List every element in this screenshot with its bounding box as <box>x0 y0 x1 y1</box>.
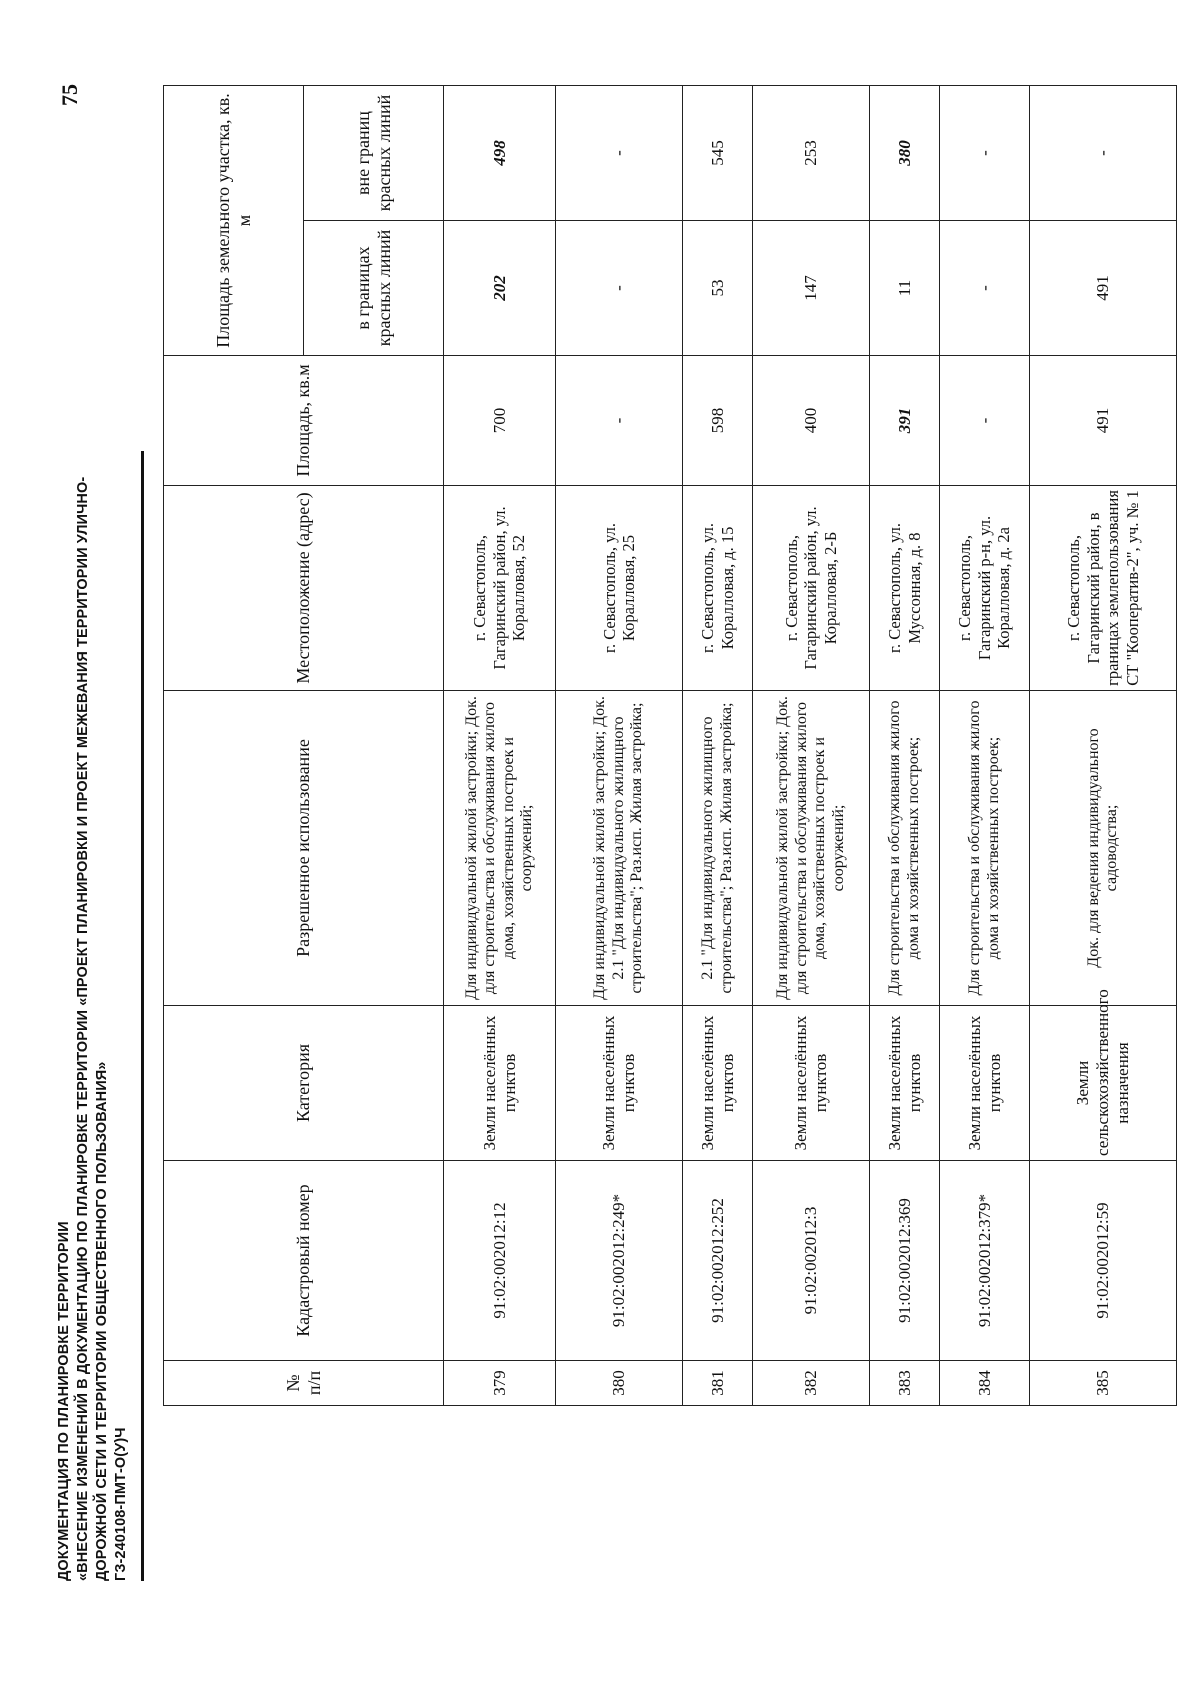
cell-category: Земли населённых пунктов <box>444 1006 556 1161</box>
cell-use: 2.1 "Для индивидуального жилищного строительства"; Раз.исп. Жилая застройка; <box>683 691 753 1006</box>
cell-outside: - <box>556 86 683 221</box>
col-header-category: Категория <box>164 1006 444 1161</box>
cell-area: 491 <box>1030 356 1177 486</box>
document-header <box>55 81 131 1581</box>
cell-cadastral: 91:02:002012:369 <box>870 1161 940 1361</box>
header-line-4: ГЗ-240108-ПМТ-О(У)Ч <box>113 1427 129 1581</box>
cell-area: 400 <box>753 356 870 486</box>
cell-use: Для индивидуальной жилой застройки; Док. для строительства и обслуживания жилого дома, хозяйственных построек и сооружений; <box>444 691 556 1006</box>
cell-cadastral: 91:02:002012:3 <box>753 1161 870 1361</box>
col-header-cadastral: Кадастровый номер <box>164 1161 444 1361</box>
cell-use: Для индивидуальной жилой застройки; Док. для строительства и обслуживания жилого дома, хозяйственных построек и сооружений; <box>753 691 870 1006</box>
cell-address: г. Севастополь, ул. Муссонная, д. 8 <box>870 486 940 691</box>
col-header-plot-area: Площадь земельного участка, кв. м <box>164 86 304 356</box>
header-rule <box>141 451 144 1581</box>
table-row <box>870 86 940 1406</box>
col-header-outside: вне границ красных линий <box>304 86 444 221</box>
cell-category: Земли населённых пунктов <box>753 1006 870 1161</box>
cell-inside: 147 <box>753 221 870 356</box>
cell-num: 383 <box>870 1361 940 1406</box>
col-header-num: № п/п <box>164 1361 444 1406</box>
cell-area: 700 <box>444 356 556 486</box>
cell-address: г. Севастополь, Гагаринский район, в границах землепользования СТ "Кооператив-2", уч. № 1 <box>1030 486 1177 691</box>
cell-outside: 253 <box>753 86 870 221</box>
cell-area: 391 <box>870 356 940 486</box>
cell-address: г. Севастополь, Гагаринский район, ул. Коралловая, 2-Б <box>753 486 870 691</box>
cell-inside: 202 <box>444 221 556 356</box>
cell-use: Для строительства и обслуживания жилого дома и хозяйственных построек; <box>870 691 940 1006</box>
cell-area: 598 <box>683 356 753 486</box>
rotated-page-content <box>55 61 1165 1641</box>
cell-inside: 11 <box>870 221 940 356</box>
cell-area: - <box>940 356 1030 486</box>
cell-category: Земли населённых пунктов <box>940 1006 1030 1161</box>
cell-inside: 491 <box>1030 221 1177 356</box>
header-line-3: ДОРОЖНОЙ СЕТИ И ТЕРРИТОРИИ ОБЩЕСТВЕННОГО ПОЛЬЗОВАНИЯ» <box>94 1061 110 1581</box>
table-row <box>683 86 753 1406</box>
cell-outside: 545 <box>683 86 753 221</box>
land-plots-table <box>163 85 1177 1406</box>
cell-address: г. Севастополь, ул. Коралловая, д. 15 <box>683 486 753 691</box>
header-line-1: ДОКУМЕНТАЦИЯ ПО ПЛАНИРОВКЕ ТЕРРИТОРИИ <box>56 1221 72 1581</box>
cell-num: 384 <box>940 1361 1030 1406</box>
col-header-inside: в границах красных линий <box>304 221 444 356</box>
cell-cadastral: 91:02:002012:59 <box>1030 1161 1177 1361</box>
col-header-use: Разрешенное использование <box>164 691 444 1006</box>
cell-use: Для строительства и обслуживания жилого дома и хозяйственных построек; <box>940 691 1030 1006</box>
table-row <box>1030 86 1177 1406</box>
cell-cadastral: 91:02:002012:379* <box>940 1161 1030 1361</box>
cell-outside: 498 <box>444 86 556 221</box>
cell-address: г. Севастополь, Гагаринский р-н, ул. Коралловая, д. 2а <box>940 486 1030 691</box>
cell-category: Земли населённых пунктов <box>556 1006 683 1161</box>
cell-address: г. Севастополь, Гагаринский район, ул. Коралловая, 52 <box>444 486 556 691</box>
cell-num: 379 <box>444 1361 556 1406</box>
cell-outside: 380 <box>870 86 940 221</box>
cell-num: 381 <box>683 1361 753 1406</box>
cell-address: г. Севастополь, ул. Коралловая, 25 <box>556 486 683 691</box>
table-header-row <box>164 86 304 1406</box>
cell-category: Земли населённых пунктов <box>683 1006 753 1161</box>
header-line-2: «ВНЕСЕНИЕ ИЗМЕНЕНИЙ В ДОКУМЕНТАЦИЮ ПО ПЛАНИРОВКЕ ТЕРРИТОРИИ «ПРОЕКТ ПЛАНИРОВКИ И ПРОЕКТ МЕЖЕВАНИЯ ТЕРРИТОРИИ УЛИЧНО- <box>75 476 91 1581</box>
table-row <box>556 86 683 1406</box>
col-header-area: Площадь, кв.м <box>164 356 444 486</box>
cell-outside: - <box>1030 86 1177 221</box>
cell-cadastral: 91:02:002012:12 <box>444 1161 556 1361</box>
cell-inside: - <box>940 221 1030 356</box>
cell-cadastral: 91:02:002012:252 <box>683 1161 753 1361</box>
cell-area: - <box>556 356 683 486</box>
cell-use: Для индивидуальной жилой застройки; Док. 2.1 "Для индивидуального жилищного строительства"; Раз.исп. Жилая застройка; <box>556 691 683 1006</box>
cell-outside: - <box>940 86 1030 221</box>
table-row <box>940 86 1030 1406</box>
cell-num: 380 <box>556 1361 683 1406</box>
page-number: 75 <box>57 84 82 106</box>
cell-num: 385 <box>1030 1361 1177 1406</box>
cell-num: 382 <box>753 1361 870 1406</box>
cell-category: Земли населённых пунктов <box>870 1006 940 1161</box>
cell-use: Док. для ведения индивидуального садоводства; <box>1030 691 1177 1006</box>
table-row <box>753 86 870 1406</box>
cell-inside: - <box>556 221 683 356</box>
table-row <box>444 86 556 1406</box>
cell-category: Земли сельскохозяйственного назначения <box>1030 1006 1177 1161</box>
cell-inside: 53 <box>683 221 753 356</box>
cell-cadastral: 91:02:002012:249* <box>556 1161 683 1361</box>
col-header-address: Местоположение (адрес) <box>164 486 444 691</box>
